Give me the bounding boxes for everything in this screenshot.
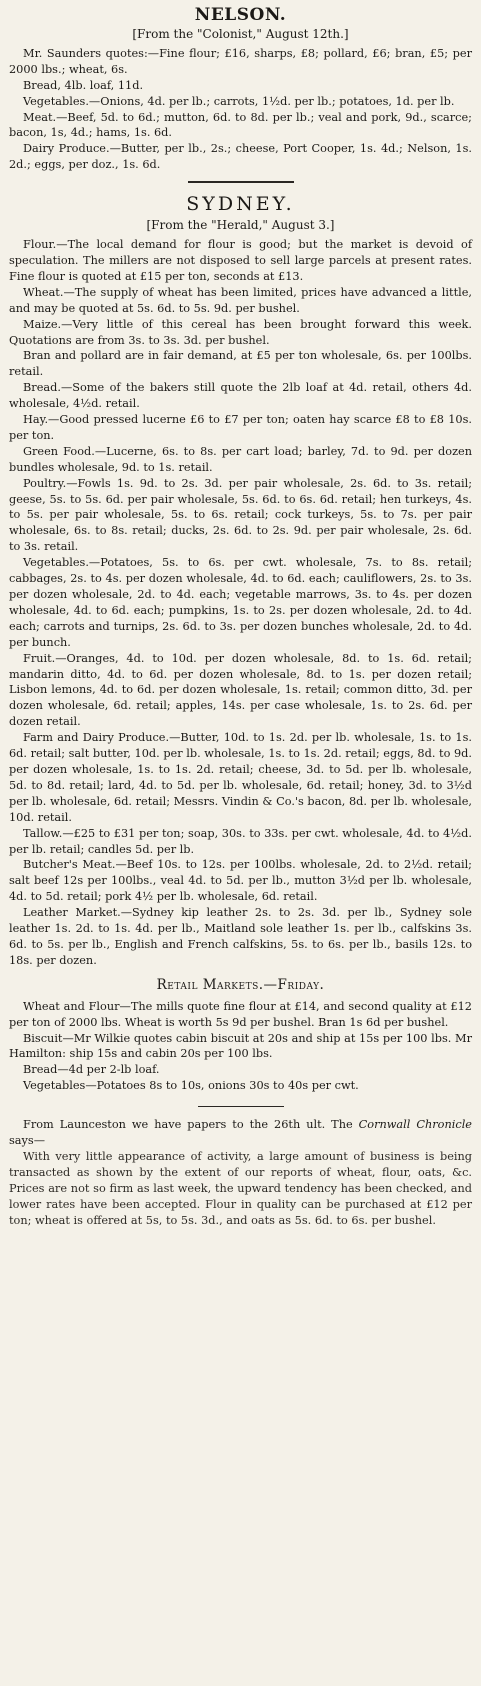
sydney-paragraph: Poultry.—Fowls 1s. 9d. to 2s. 3d. per pair wholesale, 2s. 6d. to 3s. retail; geese, 5s. to 5s. 6d. per pair wholesale, 5s. 6d. to 6s. 6d. retail; hen turkeys, 4s. to 5s. per pair wholesale, 5s. to 6s. retail; cock turkeys, 5s. to 7s. per pair wholesale, 6s. to 8s. retail; ducks, 2s. 6d. to 2s. 9d. per pair wholesale, 2s. 6d. to 3s. retail.	[9, 476, 472, 554]
sydney-paragraph: Fruit.—Oranges, 4d. to 10d. per dozen wholesale, 8d. to 1s. 6d. retail; mandarin ditto, 4d. to 6d. per dozen wholesale, 8d. to 1s. per dozen retail; Lisbon lemons, 4d. to 6d. per dozen wholesale, 1s. retail; common ditto, 3d. per dozen wholesale, 6d. retail; apples, 14s. per case wholesale, 1s. to 2s. 6d. per dozen retail.	[9, 651, 472, 729]
nelson-paragraph: Vegetables.—Onions, 4d. per lb.; carrots, 1½d. per lb.; potatoes, 1d. per lb.	[23, 94, 455, 108]
sydney-paragraph: Wheat.—The supply of wheat has been limited, prices have advanced a little, and may be quoted at 5s. 6d. to 5s. 9d. per bushel.	[9, 285, 472, 315]
launceston-intro-text: says—	[9, 1134, 46, 1148]
sydney-source-line: [From the "Herald," August 3.]	[146, 218, 335, 233]
sydney-paragraph: Tallow.—£25 to £31 per ton; soap, 30s. to 33s. per cwt. wholesale, 4d. to 4½d. per lb. retail; candles 5d. per lb.	[9, 826, 472, 856]
retail-paragraph: Biscuit—Mr Wilkie quotes cabin biscuit at 20s and ship at 15s per 100 lbs. Mr Hamilton: ship 15s and cabin 20s per 100 lbs.	[9, 1031, 472, 1061]
nelson-heading: NELSON.	[194, 5, 287, 25]
sydney-paragraph: Bread.—Some of the bakers still quote the 2lb loaf at 4d. retail, others 4d. wholesale, 4½d. retail.	[9, 381, 472, 411]
sydney-heading: SYDNEY.	[186, 193, 295, 216]
launceston-intro	[9, 1117, 472, 1149]
sydney-paragraph: Farm and Dairy Produce.—Butter, 10d. to 1s. 2d. per lb. wholesale, 1s. to 1s. 6d. retail; salt butter, 10d. per lb. wholesale, 1s. to 1s. 2d. retail; eggs, 8d. to 9d. per dozen wholesale, 1s. to 1s. 2d. retail; cheese, 3d. to 5d. per lb. wholesale, 5d. to 8d. retail; lard, 4d. to 5d. per lb. wholesale, 6d. retail; honey, 3d. to 3½d per lb. wholesale, 6d. retail; Messrs. Vindin & Co.'s bacon, 8d. per lb. wholesale, 10d. retail.	[9, 731, 472, 824]
retail-paragraph: Wheat and Flour—The mills quote fine flour at £14, and second quality at £12 per ton of 2000 lbs. Wheat is worth 5s 9d per bushel. Bran 1s 6d per bushel.	[9, 999, 472, 1029]
sydney-paragraph: Butcher's Meat.—Beef 10s. to 12s. per 100lbs. wholesale, 2d. to 2½d. retail; salt beef 12s per 100lbs., veal 4d. to 5d. per lb., mutton 3½d per lb. wholesale, 4d. to 5d. retail; pork 4½ per lb. wholesale, 6d. retail.	[9, 858, 472, 904]
nelson-source-line: [From the "Colonist," August 12th.]	[132, 27, 349, 41]
retail-paragraph: Vegetables—Potatoes 8s to 10s, onions 30s to 40s per cwt.	[23, 1079, 359, 1093]
section-divider	[198, 1106, 284, 1107]
nelson-paragraph: Mr. Saunders quotes:—Fine flour; £16, sharps, £8; pollard, £6; bran, £5; per 2000 lbs.; wheat, 6s.	[9, 46, 472, 76]
sydney-paragraph: Maize.—Very little of this cereal has been brought forward this week. Quotations are from 3s. to 3s. 3d. per bushel.	[9, 317, 472, 347]
nelson-paragraph: Meat.—Beef, 5d. to 6d.; mutton, 6d. to 8d. per lb.; veal and pork, 9d., scarce; bacon, 1s, 4d.; hams, 1s. 6d.	[9, 110, 472, 140]
launceston-paragraph: With very little appearance of activity, a large amount of business is being transacted as shown by the extent of our reports of wheat, flour, oats, &c. Prices are not so firm as last week, the upward tendency has been checked, and lower rates have been accepted. Flour in quality can be purchased at £12 per ton; wheat is offered at 5s, to 5s. 3d., and oats as 5s. 6d. to 6s. per bushel.	[9, 1150, 472, 1227]
newspaper-name: Cornwall Chronicle	[358, 1118, 472, 1132]
section-divider	[188, 181, 294, 183]
nelson-paragraph: Bread, 4lb. loaf, 11d.	[23, 78, 144, 92]
sydney-paragraph: Green Food.—Lucerne, 6s. to 8s. per cart load; barley, 7d. to 9d. per dozen bundles wholesale, 9d. to 1s. retail.	[9, 444, 472, 474]
nelson-paragraph: Dairy Produce.—Butter, per lb., 2s.; cheese, Port Cooper, 1s. 4d.; Nelson, 1s. 2d.; eggs, per doz., 1s. 6d.	[9, 142, 472, 172]
sydney-paragraph: Flour.—The local demand for flour is good; but the market is devoid of speculation. The millers are not disposed to sell large parcels at present rates. Fine flour is quoted at £15 per ton, seconds at £13.	[9, 238, 472, 283]
launceston-intro-text: From Launceston we have papers to the 26th ult. The	[23, 1118, 359, 1132]
sydney-paragraph: Leather Market.—Sydney kip leather 2s. to 2s. 3d. per lb., Sydney sole leather 1s. 2d. to 1s. 4d. per lb., Maitland sole leather 1s. per lb., calfskins 3s. 6d. to 5s. per lb., English and French calfskins, 5s. to 6s. per lb., basils 12s. to 18s. per dozen.	[9, 906, 472, 967]
sydney-paragraph: Bran and pollard are in fair demand, at £5 per ton wholesale, 6s. per 100lbs. retail.	[9, 349, 472, 379]
retail-markets-heading: Retail Markets.—Friday.	[156, 976, 325, 993]
sydney-paragraph: Vegetables.—Potatoes, 5s. to 6s. per cwt. wholesale, 7s. to 8s. retail; cabbages, 2s. to 4s. per dozen wholesale, 4d. to 6d. each; cauliflowers, 2s. to 3s. per dozen wholesale, 2d. to 4d. each; vegetable marrows, 3s. to 4s. per dozen wholesale, 4d. to 6d. each; pumpkins, 1s. to 2s. per dozen wholesale, 2d. to 4d. each; carrots and turnips, 2s. 6d. to 3s. per dozen bunches wholesale, 2d. to 4d. per bunch.	[9, 556, 472, 649]
sydney-paragraph: Hay.—Good pressed lucerne £6 to £7 per ton; oaten hay scarce £8 to £8 10s. per ton.	[9, 413, 472, 442]
retail-paragraph: Bread—4d per 2-lb loaf.	[23, 1063, 160, 1077]
